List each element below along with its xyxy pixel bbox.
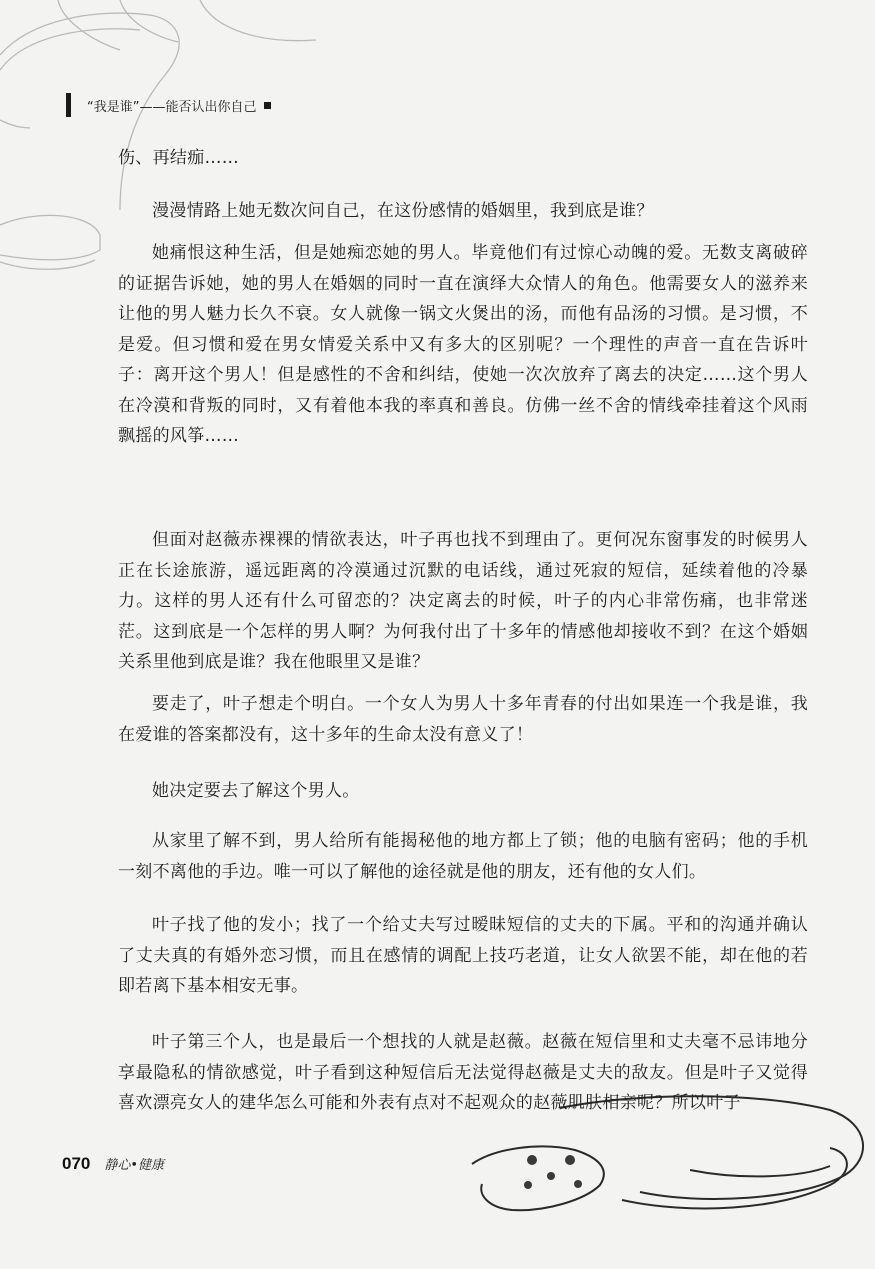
header-square-icon: [264, 102, 271, 109]
paragraph: 要走了，叶子想走个明白。一个女人为男人十多年青春的付出如果连一个我是谁，我在爱谁的答案都没有，这十多年的生命太没有意义了！: [118, 694, 808, 745]
book-brand: 静心•健康: [104, 1158, 165, 1173]
header-bar: [66, 93, 71, 117]
paragraph: 叶子第三个人，也是最后一个想找的人就是赵薇。赵薇在短信里和丈夫毫不忌讳地分享最隐私的情欲感觉，叶子看到这种短信后无法觉得赵薇是丈夫的敌友。但是叶子又觉得喜欢漂亮女人的建华怎么可能和外表有点对不起观众的赵薇肌肤相亲呢？所以叶子: [118, 1032, 808, 1113]
paragraph: 叶子找了他的发小；找了一个给丈夫写过暧昧短信的丈夫的下属。平和的沟通并确认了丈夫真的有婚外恋习惯，而且在感情的调配上技巧老道，让女人欲罢不能，却在他的若即若离下基本相安无事。: [118, 915, 808, 996]
paragraph: 她痛恨这种生活，但是她痴恋她的男人。毕竟他们有过惊心动魄的爱。无数支离破碎的证据告诉她，她的男人在婚姻的同时一直在演绎大众情人的角色。他需要女人的滋养来让他的男人魅力长久不衰。女人就像一锅文火煲出的汤，而他有品汤的习惯。是习惯，不是爱。但习惯和爱在男女情爱关系中又有多大的区别呢？一个理性的声音一直在告诉叶子：离开这个男人！但是感性的不舍和纠结，使她一次次放弃了离去的决定……这个男人在冷漠和背叛的同时，又有着他本我的率真和善良。仿佛一丝不舍的情线牵挂着这个风雨飘摇的风筝……: [118, 243, 808, 446]
paragraph: 伤、再结痂……: [118, 148, 240, 168]
chapter-title: “我是谁”——能否认出你自己: [87, 99, 257, 115]
paragraph: 从家里了解不到，男人给所有能揭秘他的地方都上了锁；他的电脑有密码；他的手机一刻不离他的手边。唯一可以了解他的途径就是他的朋友，还有他的女人们。: [118, 831, 808, 882]
chapter-header: [66, 92, 271, 118]
paragraph: 但面对赵薇赤裸裸的情欲表达，叶子再也找不到理由了。更何况东窗事发的时候男人正在长途旅游，遥远距离的冷漠通过沉默的电话线，通过死寂的短信，延续着他的冷暴力。这样的男人还有什么可留恋的？决定离去的时候，叶子的内心非常伤痛，也非常迷茫。这到底是一个怎样的男人啊？为何我付出了十多年的情感他却接收不到？在这个婚姻关系里他到底是谁？我在他眼里又是谁？: [118, 530, 808, 672]
paragraph: 她决定要去了解这个男人。: [152, 781, 360, 801]
page-footer: [62, 1154, 164, 1174]
paragraph: 漫漫情路上她无数次问自己，在这份感情的婚姻里，我到底是谁？: [152, 201, 654, 221]
page-number: 070: [62, 1154, 91, 1173]
